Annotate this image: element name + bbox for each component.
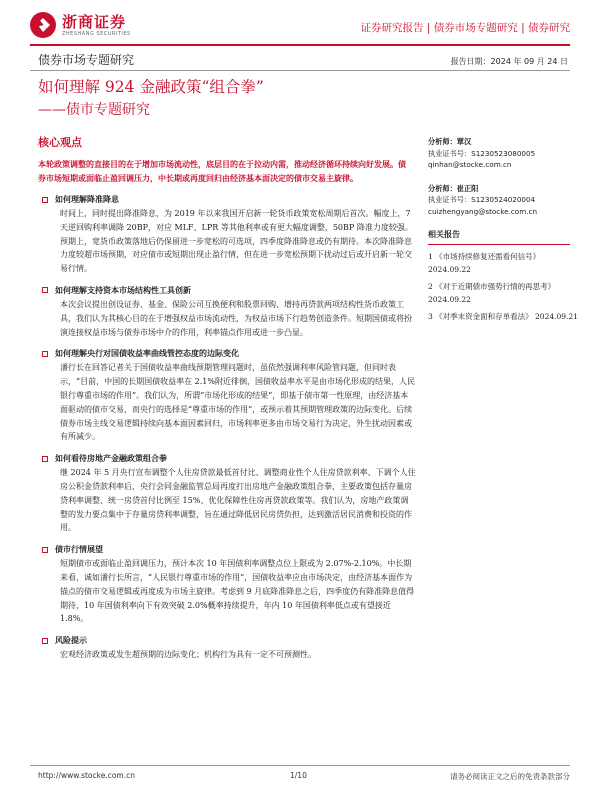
section-real-estate (55, 452, 416, 535)
section-marker-icon (42, 456, 48, 462)
related-report-item[interactable]: 3 《对季末资金面和存单看法》 2024.09.21 (428, 311, 578, 321)
report-subtitle: ——债市专题研究 (38, 102, 150, 118)
analyst-email[interactable]: qinhan@stocke.com.cn (428, 160, 512, 169)
core-viewpoint-heading: 核心观点 (38, 136, 82, 149)
section-body: 潘行长在回答记者关于国债收益率曲线预期管理问题时，虽依然强调利率风险管问题，但同时表示，“目前，中国的长期国债收益率在 2.1%附近徘徊，国债收益率水平是由市场化形成的结果，人民银行尊重市场的作用”。我们认为，所谓“市场化形成的结果”，即基于债市第一性原理，由经济基本面驱动的债市交易，而央行的选择是“尊重市场的作用”，或预示着其预期管理政策的边际变化。后续债券市场主线交易逻辑持续向基本面因素回归，市场利率更多由市场交易行为决定，外生扰动因素或有所减少。 (60, 363, 415, 442)
report-type: 债券市场专题研究 (38, 53, 135, 67)
analyst-license: 执业证书号：S1230523080005 (428, 148, 536, 158)
report-category-tags: 证券研究报告 | 债券市场专题研究 | 债券研究 (360, 22, 570, 34)
header-divider (30, 44, 570, 46)
sidebar (428, 136, 578, 327)
section-heading: 如何理解支持资本市场结构性工具创新 (55, 284, 191, 295)
section-marker-icon (42, 351, 48, 357)
section-body: 继 2024 年 5 月央行宣布调整个人住房贷款最低首付比、调整商业性个人住房贷款利率、下调个人住房公积金贷款利率后，央行会同金融监管总局再度打出房地产金融政策组合拳，主要政策包括存量房贷利率调整、统一房贷首付比例至 15%、优化保障性住房再贷款政策等。我们认为，房地产政策调整的发力要点集中于存量房贷利率调整，旨在通过降低居民房贷负担，达到激活居民消费和投资的作用。 (60, 468, 416, 533)
related-reports-heading: 相关报告 (428, 229, 570, 245)
section-marker-icon (42, 197, 48, 203)
page-header (30, 8, 570, 42)
page-number: 1/10 (290, 771, 307, 780)
section-risk-warning (55, 634, 416, 662)
logo-english-name: ZHESHANG SECURITIES (62, 30, 131, 37)
footer-website[interactable]: http://www.stocke.com.cn (38, 771, 135, 780)
main-content (38, 134, 416, 662)
section-heading: 如何理解央行对国债收益率曲线管控态度的边际变化 (55, 348, 239, 359)
analyst-license: 执业证书号：S1230524020004 (428, 195, 536, 204)
related-report-item[interactable]: 2 《对于近期债市强势行情的再思考》 2024.09.22 (428, 281, 556, 304)
logo-name: 浙商证券 (62, 12, 127, 31)
section-marker-icon (42, 287, 48, 293)
analyst-name: 分析师：崔正阳 (428, 183, 479, 193)
analyst-email[interactable]: cuizhengyang@stocke.com.cn (428, 206, 538, 216)
section-body: 本次会议提出创设证券、基金、保险公司互换便利和股票回购、增持再贷款两项结构性货币政策工具，我们认为其核心目的在于增强权益市场流动性，为权益市场下行趋势创造条件。短期国债或将扮演连接权益市场与债券市场中介的作用，利率锚点作用或进一步凸显。 (60, 299, 412, 337)
section-heading: 如何看待房地产金融政策组合拳 (55, 453, 167, 464)
footer-divider (30, 765, 570, 766)
related-report-item[interactable]: 1 《市场持续修复还需看何信号》 2024.09.22 (428, 251, 541, 274)
company-logo (30, 12, 131, 38)
section-bond-outlook (55, 543, 416, 626)
report-date: 报告日期：2024 年 09 月 24 日 (450, 57, 568, 66)
analyst-info (428, 136, 578, 171)
analyst-info (428, 183, 578, 218)
core-viewpoint-summary: 本轮政策调整的直接目的在于增加市场流动性，底层目的在于拉动内需，推动经济循环持续向好发展。债券市场短期或面临止盈回调压力，中长期或再度回归由经济基本面决定的债市交易主旋律。 (38, 159, 406, 183)
section-structural-tools (55, 284, 416, 339)
section-heading: 风险提示 (55, 635, 87, 646)
logo-icon (30, 12, 56, 38)
section-marker-icon (42, 547, 48, 553)
section-rate-cut (55, 193, 416, 276)
section-marker-icon (42, 638, 48, 644)
section-yield-curve (55, 347, 416, 444)
analyst-name: 分析师：覃汉 (428, 137, 472, 146)
footer-disclaimer: 请务必阅读正文之后的免责条款部分 (450, 772, 570, 781)
section-heading: 如何理解降准降息 (55, 194, 119, 204)
report-title: 如何理解 924 金融政策“组合拳” (38, 78, 264, 96)
section-body: 短期债市或面临止盈回调压力，预计本次 10 年国债利率调整点位上限或为 2.07%-2.10%。中长期来看，诚如潘行长所言，“人民银行尊重市场的作用”，国债收益率应由市场决定，由经济基本面作为锚点的债市交易逻辑或再度成为市场主旋律。考虑到 9 月底降准降息之后，四季度仍有降准降息值得期待，10 年国债利率向下有效突破 2.0%概率持续提升，年内 10 年国债利率低点或有望接近 1.8%。 (60, 559, 415, 624)
section-heading: 债市行情展望 (55, 544, 103, 555)
title-divider (30, 70, 570, 71)
section-body: 宏观经济政策或发生超预期的边际变化；机构行为具有一定不可预测性。 (60, 650, 316, 660)
section-body: 时间上，同时提出降准降息，为 2019 年以来我国开启新一轮货币政策宽松周期后首次。幅度上，7 天逆回购利率调降 20BP，对应 MLF、LPR 等其他利率或有更大幅度调整，50BP 降准力度较强。预期上，宽货币政策落地后仍保留进一步宽松的可选项，四季度降准降息或仍有期待。本次降准降息力度较超市场预期，对应债市或短期出现止盈行情，但在进一步宽松预期下扰动过后或开启新一轮交易行情。 (60, 209, 413, 274)
